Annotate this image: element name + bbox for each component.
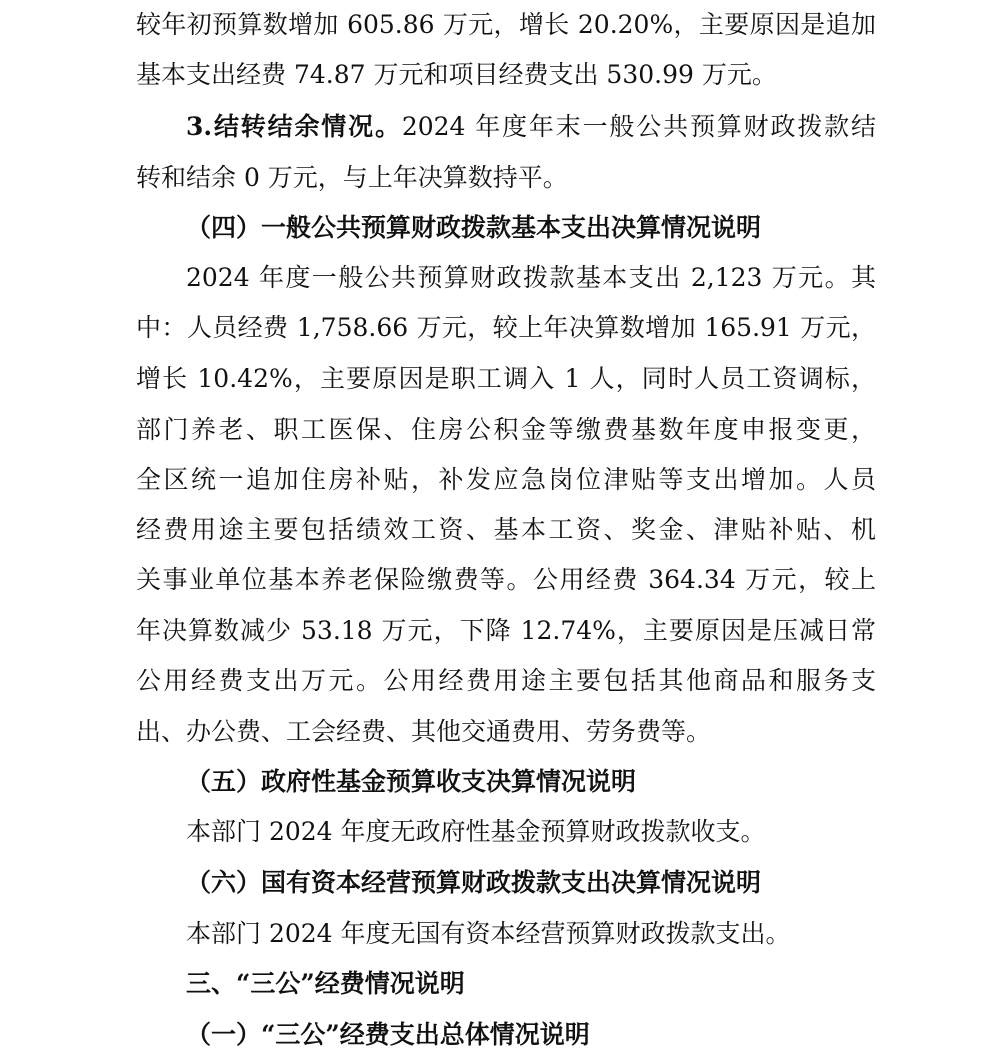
paragraph-carryover-balance bbox=[186, 102, 876, 152]
body-text-line: 公用经费支出万元。公用经费用途主要包括其他商品和服务支 bbox=[136, 666, 876, 695]
body-text-line: 全区统一追加住房补贴，补发应急岗位津贴等支出增加。人员 bbox=[136, 465, 876, 494]
body-text-line: 出、办公费、工会经费、其他交通费用、劳务费等。 bbox=[136, 717, 712, 746]
inline-heading: 3.结转结余情况。 bbox=[186, 112, 402, 141]
section-heading: （六）国有资本经营预算财政拨款支出决算情况说明 bbox=[186, 868, 762, 897]
body-text-line: 增长 10.42%，主要原因是职工调入 1 人，同时人员工资调标， bbox=[136, 364, 876, 393]
body-text-line: 本部门 2024 年度无国有资本经营预算财政拨款支出。 bbox=[186, 919, 791, 948]
body-text-line: 2024 年度一般公共预算财政拨款基本支出 2,123 万元。其 bbox=[186, 263, 876, 292]
body-text-line: 部门养老、职工医保、住房公积金等缴费基数年度申报变更， bbox=[136, 415, 876, 444]
section-heading: （一）“三公”经费支出总体情况说明 bbox=[186, 1020, 590, 1049]
body-text-line: 经费用途主要包括绩效工资、基本工资、奖金、津贴补贴、机 bbox=[136, 515, 876, 544]
body-text-line: 本部门 2024 年度无政府性基金预算财政拨款收支。 bbox=[186, 817, 766, 846]
section-heading: （五）政府性基金预算收支决算情况说明 bbox=[186, 767, 637, 796]
chapter-heading: 三、“三公”经费情况说明 bbox=[186, 969, 465, 998]
body-text-line: 转和结余 0 万元，与上年决算数持平。 bbox=[136, 163, 568, 192]
body-text-line: 关事业单位基本养老保险缴费等。公用经费 364.34 万元，较上 bbox=[136, 565, 876, 594]
body-text-line: 中：人员经费 1,758.66 万元，较上年决算数增加 165.91 万元， bbox=[136, 313, 876, 342]
body-text-line: 基本支出经费 74.87 万元和项目经费支出 530.99 万元。 bbox=[136, 60, 777, 89]
body-text-line: 年决算数减少 53.18 万元，下降 12.74%，主要原因是压减日常 bbox=[136, 616, 876, 645]
body-text-line: 较年初预算数增加 605.86 万元，增长 20.20%，主要原因是追加 bbox=[136, 10, 876, 39]
section-heading: （四）一般公共预算财政拨款基本支出决算情况说明 bbox=[186, 213, 762, 242]
body-text: 2024 年度年末一般公共预算财政拨款结 bbox=[401, 112, 876, 141]
